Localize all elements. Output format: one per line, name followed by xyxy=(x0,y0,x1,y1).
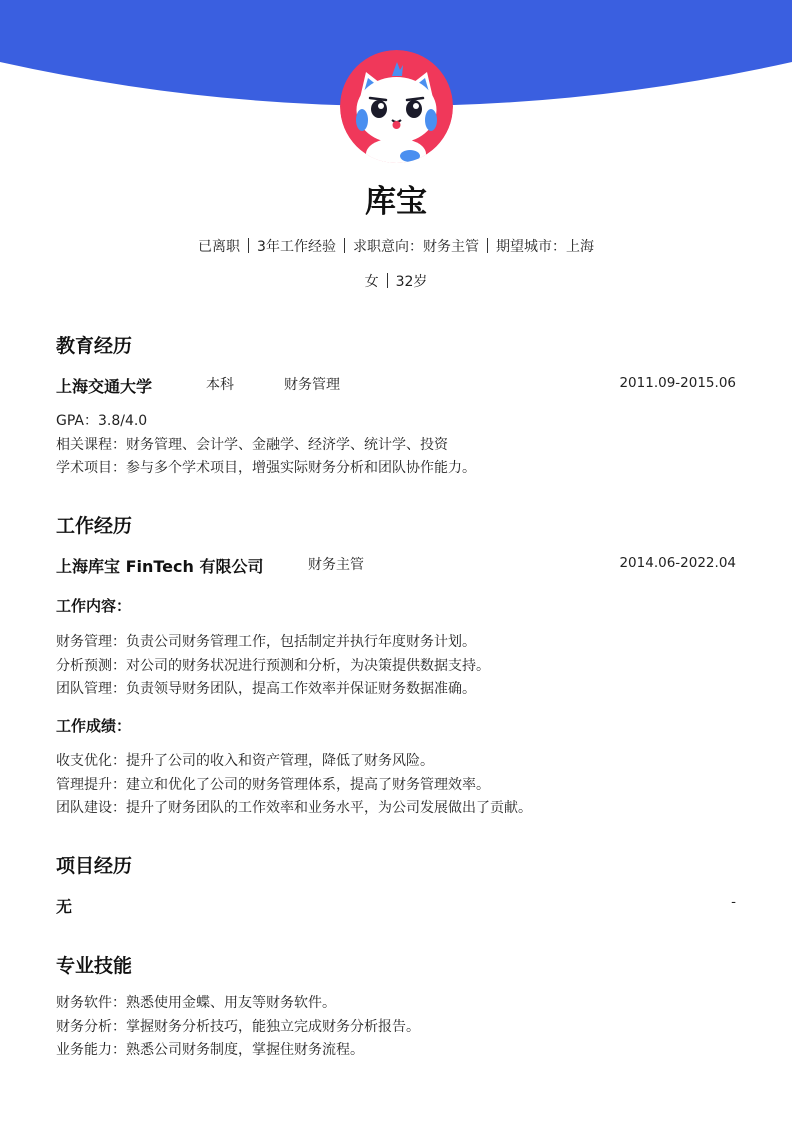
degree: 本科 xyxy=(206,377,234,393)
major: 财务管理 xyxy=(284,377,340,393)
education-detail-projects: 学术项目：参与多个学术项目，增强实际财务分析和团队协作能力。 xyxy=(56,460,476,476)
section-title-projects: 项目经历 xyxy=(56,855,133,877)
work-content-item: 财务管理：负责公司财务管理工作，包括制定并执行年度财务计划。 xyxy=(56,634,476,650)
work-result-item: 团队建设：提升了财务团队的工作效率和业务水平，为公司发展做出了贡献。 xyxy=(56,800,532,816)
section-title-skills: 专业技能 xyxy=(56,955,133,977)
education-period: 2011.09-2015.06 xyxy=(619,375,736,391)
profile-personal-line xyxy=(0,271,792,291)
work-result-item: 管理提升：建立和优化了公司的财务管理体系，提高了财务管理效率。 xyxy=(56,777,490,793)
gender: 女 xyxy=(364,274,379,290)
age: 32岁 xyxy=(395,274,428,290)
separator xyxy=(344,238,345,253)
separator xyxy=(387,273,388,288)
work-results-title: 工作成绩： xyxy=(56,717,132,735)
candidate-name: 库宝 xyxy=(365,184,427,220)
project-period: - xyxy=(731,894,736,910)
education-detail-gpa: GPA：3.8/4.0 xyxy=(56,413,148,429)
education-detail-courses: 相关课程：财务管理、会计学、金融学、经济学、统计学、投资 xyxy=(56,437,448,453)
skill-item: 财务分析：掌握财务分析技巧，能独立完成财务分析报告。 xyxy=(56,1019,420,1035)
skill-item: 财务软件：熟悉使用金蝶、用友等财务软件。 xyxy=(56,995,336,1011)
skill-item: 业务能力：熟悉公司财务制度，掌握住财务流程。 xyxy=(56,1042,364,1058)
work-content-item: 分析预测：对公司的财务状况进行预测和分析，为决策提供数据支持。 xyxy=(56,658,490,674)
experience-years: 3年工作经验 xyxy=(257,239,336,255)
work-result-item: 收支优化：提升了公司的收入和资产管理，降低了财务风险。 xyxy=(56,753,434,769)
job-status: 已离职 xyxy=(198,239,241,255)
school-name: 上海交通大学 xyxy=(56,377,153,396)
avatar xyxy=(340,50,453,163)
work-period: 2014.06-2022.04 xyxy=(619,555,736,571)
section-title-work: 工作经历 xyxy=(56,515,133,537)
work-content-item: 团队管理：负责领导财务团队，提高工作效率并保证财务数据准确。 xyxy=(56,681,476,697)
section-title-education: 教育经历 xyxy=(56,335,133,357)
company-name: 上海库宝 FinTech 有限公司 xyxy=(56,557,264,576)
profile-summary-line xyxy=(0,236,792,256)
project-name: 无 xyxy=(56,897,73,916)
expected-city: 期望城市：上海 xyxy=(495,239,594,255)
job-intent: 求职意向：财务主管 xyxy=(352,239,479,255)
separator xyxy=(487,238,488,253)
separator xyxy=(248,238,249,253)
job-role: 财务主管 xyxy=(308,557,364,573)
work-content-title: 工作内容： xyxy=(56,597,132,615)
cat-mascot-icon xyxy=(340,50,453,163)
